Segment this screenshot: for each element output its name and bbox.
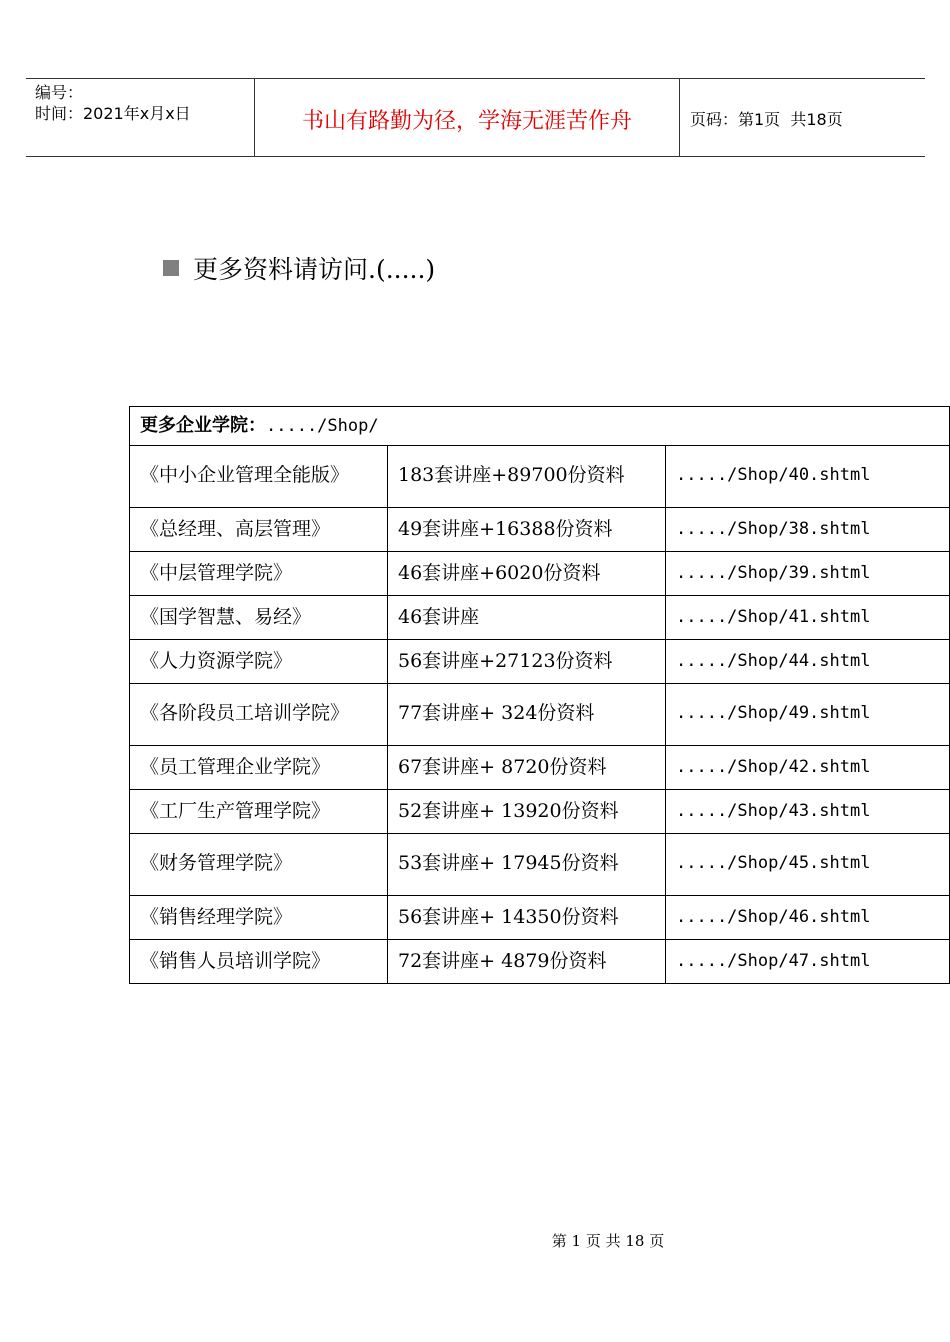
- academy-content: 77套讲座+ 324份资料: [388, 684, 666, 746]
- academy-name: 《各阶段员工培训学院》: [130, 684, 388, 746]
- page-info-text: 页码：第1页 共18页: [690, 110, 843, 129]
- academy-url[interactable]: ...../Shop/40.shtml: [666, 446, 950, 508]
- academy-url[interactable]: ...../Shop/44.shtml: [666, 640, 950, 684]
- header-motto: 书山有路勤为径，学海无涯苦作舟: [254, 79, 680, 156]
- table-row: [130, 790, 950, 834]
- academy-name: 《销售人员培训学院》: [130, 940, 388, 984]
- academy-url[interactable]: ...../Shop/43.shtml: [666, 790, 950, 834]
- academy-url[interactable]: ...../Shop/39.shtml: [666, 552, 950, 596]
- table-row: [130, 596, 950, 640]
- table-row: [130, 684, 950, 746]
- academy-url[interactable]: ...../Shop/41.shtml: [666, 596, 950, 640]
- academy-content: 183套讲座+89700份资料: [388, 446, 666, 508]
- code-label: 编号：: [35, 83, 84, 102]
- academy-table: [129, 406, 950, 984]
- academy-name: 《中小企业管理全能版》: [130, 446, 388, 508]
- academy-content: 53套讲座+ 17945份资料: [388, 834, 666, 896]
- academy-url[interactable]: ...../Shop/47.shtml: [666, 940, 950, 984]
- header-meta: [26, 79, 254, 156]
- academy-content: 46套讲座: [388, 596, 666, 640]
- academy-content: 52套讲座+ 13920份资料: [388, 790, 666, 834]
- academy-content: 49套讲座+16388份资料: [388, 508, 666, 552]
- academy-url[interactable]: ...../Shop/46.shtml: [666, 896, 950, 940]
- table-title-url[interactable]: ...../Shop/: [266, 416, 379, 436]
- academy-name: 《国学智慧、易经》: [130, 596, 388, 640]
- academy-content: 56套讲座+27123份资料: [388, 640, 666, 684]
- table-row: [130, 834, 950, 896]
- table-row: [130, 746, 950, 790]
- academy-name: 《员工管理企业学院》: [130, 746, 388, 790]
- more-info-line: [163, 250, 435, 286]
- academy-name: 《人力资源学院》: [130, 640, 388, 684]
- table-title: 更多企业学院：: [140, 415, 266, 436]
- table-title-row: [130, 407, 950, 446]
- table-title-cell: [130, 407, 950, 446]
- academy-name: 《工厂生产管理学院》: [130, 790, 388, 834]
- more-info-text: 更多资料请访问.(.....): [193, 255, 436, 284]
- table-row: [130, 640, 950, 684]
- academy-content: 46套讲座+6020份资料: [388, 552, 666, 596]
- page-header: [26, 78, 925, 157]
- academy-name: 《财务管理学院》: [130, 834, 388, 896]
- table-row: [130, 940, 950, 984]
- page-footer: 第 1 页 共 18 页: [551, 1232, 665, 1250]
- academy-url[interactable]: ...../Shop/38.shtml: [666, 508, 950, 552]
- academy-content: 67套讲座+ 8720份资料: [388, 746, 666, 790]
- academy-url[interactable]: ...../Shop/45.shtml: [666, 834, 950, 896]
- table-row: [130, 446, 950, 508]
- academy-name: 《销售经理学院》: [130, 896, 388, 940]
- academy-name: 《总经理、高层管理》: [130, 508, 388, 552]
- academy-url[interactable]: ...../Shop/42.shtml: [666, 746, 950, 790]
- table-row: [130, 508, 950, 552]
- academy-url[interactable]: ...../Shop/49.shtml: [666, 684, 950, 746]
- academy-name: 《中层管理学院》: [130, 552, 388, 596]
- time-label: 时间：2021年x月x日: [35, 104, 191, 123]
- table-row: [130, 896, 950, 940]
- academy-content: 56套讲座+ 14350份资料: [388, 896, 666, 940]
- square-bullet-icon: [163, 260, 179, 276]
- academy-content: 72套讲座+ 4879份资料: [388, 940, 666, 984]
- table-row: [130, 552, 950, 596]
- header-page-info: [680, 79, 925, 156]
